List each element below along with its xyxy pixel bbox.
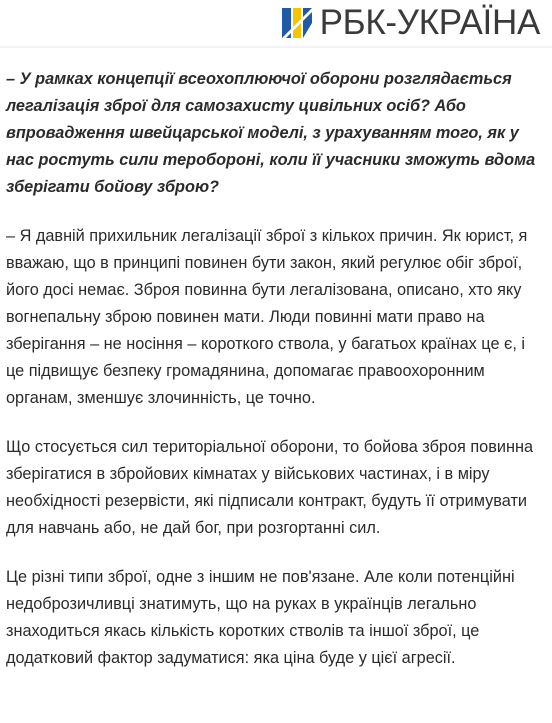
interview-question: – У рамках концепції всеохоплюючої оборони розглядається легалізація зброї для самозахисту цивільних осіб? Або впровадження швейцарської моделі, з урахуванням того, як у нас ростуть сили теробороні, коли її учасники зможуть вдома зберігати бойову зброю? xyxy=(6,70,536,196)
header-divider xyxy=(0,46,552,48)
site-logo[interactable] xyxy=(282,5,540,41)
rbc-logo-icon xyxy=(282,8,312,38)
answer-paragraph-3: Це різні типи зброї, одне з іншим не пов'язане. Але коли потенційні недоброзичливці знатимуть, що на руках в українців легально знаходиться якась кількість коротких стволів та іншої зброї, це додатковий фактор задуматися: яка ціна буде у цієї агресії. xyxy=(6,568,515,667)
answer-paragraph-1: – Я давній прихильник легалізації зброї з кількох причин. Як юрист, я вважаю, що в принципі повинен бути закон, який регулює обіг зброї, його досі немає. Зброя повинна бути легалізована, описано, хто яку вогнепальну зброю повинен мати. Люди повинні мати право на зберігання – не носіння – короткого ствола, у багатьох країнах це є, і це підвищує безпеку громадянина, допомагає правоохоронним органам, зменшує злочинність, це точно. xyxy=(6,227,528,407)
answer-paragraph-2: Що стосується сил територіальної оборони, то бойова зброя повинна зберігатися в збройових кімнатах у військових частинах, і в міру необхідності резервісти, які підписали контракт, будуть її отримувати для навчань або, не дай бог, при розгортанні сил. xyxy=(6,438,534,537)
article-body xyxy=(6,66,542,694)
site-header xyxy=(0,0,552,46)
logo-text: РБК-УКРАЇНА xyxy=(319,3,540,42)
